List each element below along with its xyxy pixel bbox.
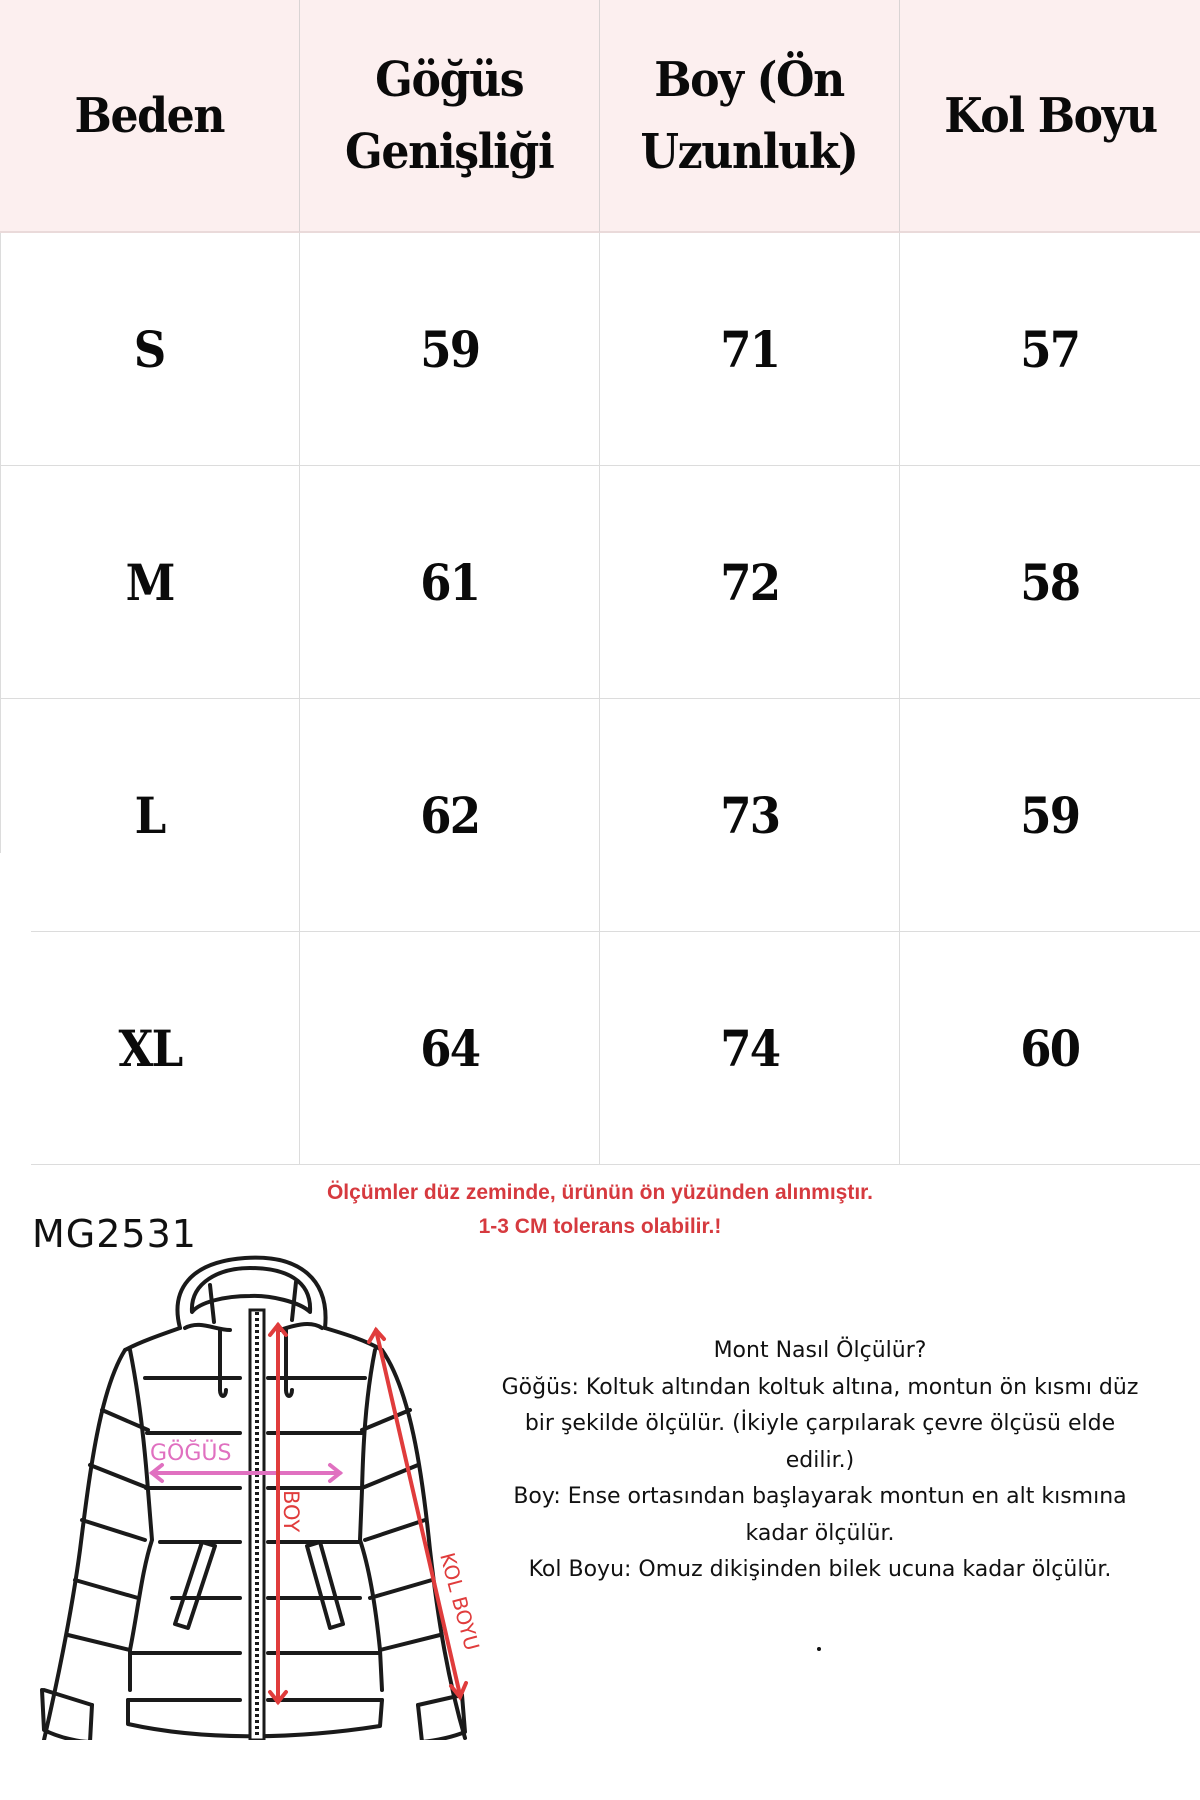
cell-kol	[900, 233, 1200, 466]
tolerance-note: 1-3 CM tolerans olabilir.!	[478, 1215, 722, 1238]
instructions-line: Boy: Ense ortasından başlayarak montun en alt kısmına	[513, 1484, 1127, 1509]
size-value: S	[134, 319, 165, 379]
cell-boy	[600, 233, 900, 466]
header-gogus-genisligi	[300, 0, 600, 233]
boy-value: 71	[719, 319, 780, 379]
cell-kol	[900, 932, 1200, 1165]
length-label: BOY	[279, 1490, 303, 1533]
row-divider	[31, 1164, 300, 1165]
cell-size	[0, 466, 300, 699]
instructions-line: Göğüs: Koltuk altından koltuk altına, montun ön kısmı düz	[501, 1374, 1139, 1400]
size-value: M	[125, 552, 174, 612]
header-line: Göğüs	[375, 51, 524, 108]
boy-value: 74	[719, 1018, 780, 1078]
cell-kol	[900, 466, 1200, 699]
kol-value: 60	[1020, 1018, 1080, 1078]
header-boy-on-uzunluk	[600, 0, 900, 233]
kol-value: 59	[1020, 785, 1080, 845]
kol-value: 58	[1020, 552, 1080, 612]
header-label: Beden	[74, 87, 225, 144]
cell-size	[0, 699, 300, 932]
size-value: L	[134, 786, 165, 845]
instructions-line: Kol Boyu: Omuz dikişinden bilek ucuna kadar ölçülür.	[528, 1557, 1112, 1582]
cell-kol	[900, 699, 1200, 932]
instructions-line: bir şekilde ölçülür. (İkiyle çarpılarak çevre ölçüsü elde	[524, 1411, 1116, 1436]
header-label	[641, 44, 858, 188]
boy-value: 72	[719, 552, 780, 612]
jacket-diagram-icon	[30, 1250, 530, 1740]
gogus-value: 62	[419, 785, 480, 845]
cell-gogus	[300, 233, 600, 466]
trailing-dot	[817, 1647, 821, 1651]
measuring-instructions	[480, 1333, 1160, 1589]
cell-boy	[600, 466, 900, 699]
cell-boy	[600, 699, 900, 932]
cell-gogus	[300, 466, 600, 699]
measurement-note: Ölçümler düz zeminde, ürünün ön yüzünden alınmıştır.	[326, 1181, 874, 1204]
gogus-value: 61	[419, 552, 480, 612]
instructions-line: kadar ölçülür.	[745, 1520, 895, 1546]
product-code: MG2531	[32, 1212, 197, 1256]
header-label	[345, 44, 553, 188]
kol-value: 57	[1020, 319, 1080, 379]
boy-value: 73	[719, 785, 780, 845]
sleeve-label: KOL BOYU	[435, 1550, 485, 1654]
gogus-value: 59	[419, 319, 480, 379]
cell-gogus	[300, 932, 600, 1165]
header-label: Kol Boyu	[943, 87, 1157, 144]
instructions-line: edilir.)	[785, 1447, 855, 1473]
chest-label: GÖĞÜS	[150, 1441, 232, 1466]
header-line: Boy (Ön	[654, 51, 845, 108]
cell-boy	[600, 932, 900, 1165]
cell-size	[0, 932, 300, 1165]
gogus-value: 64	[419, 1018, 480, 1078]
header-beden	[0, 0, 300, 233]
instructions-title: Mont Nasıl Ölçülür?	[713, 1338, 927, 1363]
header-kol-boyu	[900, 0, 1200, 233]
size-value: XL	[118, 1019, 181, 1078]
header-line: Genişliği	[345, 123, 554, 180]
header-line: Uzunluk)	[640, 123, 859, 180]
cell-gogus	[300, 699, 600, 932]
cell-size	[0, 233, 300, 466]
